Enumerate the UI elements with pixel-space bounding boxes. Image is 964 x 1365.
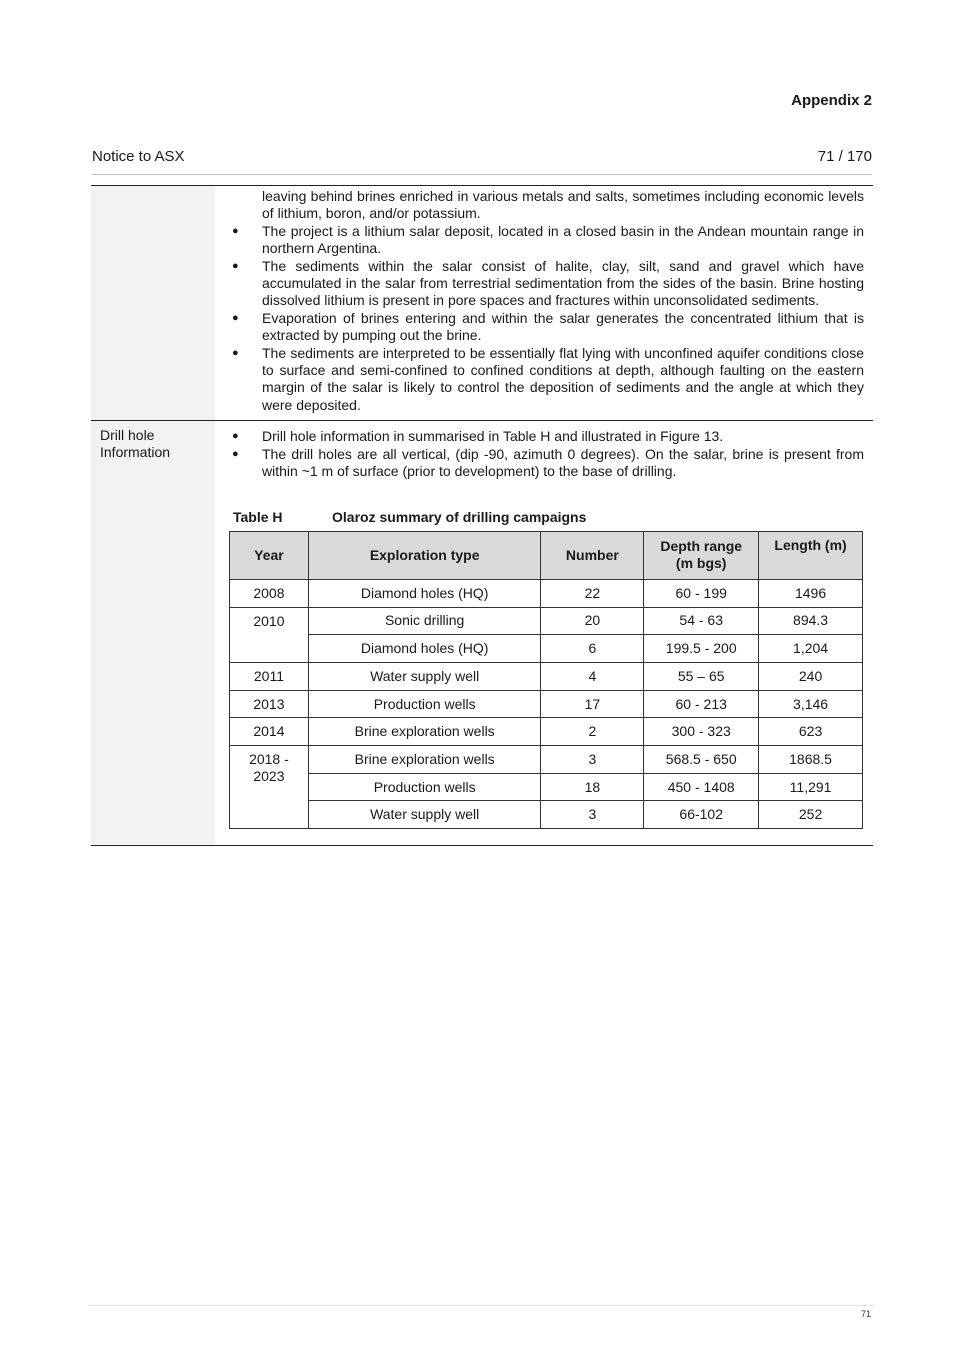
- bullet-item: ● The drill holes are all vertical, (dip -90, azimuth 0 degrees). On the salar, brine is present from within ~1 m of surface (prior to development) to the base of drilling.: [232, 445, 864, 480]
- table-row: 2010 Sonic drilling 20 54 - 63 894.3: [230, 607, 863, 635]
- bullet-item: ● Evaporation of brines entering and within the salar generates the concentrated lithium that is extracted by pumping out the brine.: [232, 309, 864, 344]
- content-table: [91, 185, 873, 846]
- geology-section: [91, 186, 873, 420]
- drill-hole-text: [215, 421, 873, 845]
- col-number: Number: [541, 531, 644, 579]
- footer-page-number: 71: [860, 1309, 871, 1319]
- drilling-table: [229, 531, 863, 829]
- table-title: Olaroz summary of drilling campaigns: [332, 508, 587, 525]
- appendix-label: Appendix 2: [791, 92, 872, 109]
- footer-divider: [88, 1305, 874, 1306]
- bullet-item: ● The project is a lithium salar deposit, located in a closed basin in the Andean mountain range in northern Argentina.: [232, 222, 864, 257]
- table-row: 2013 Production wells 17 60 - 213 3,146: [230, 690, 863, 718]
- drill-hole-section: [91, 420, 873, 845]
- document-title: Notice to ASX: [92, 148, 185, 165]
- bullet-item: ● The sediments within the salar consist of halite, clay, silt, sand and gravel which have accumulated in the salar from terrestrial sedimentation from the sides of the basin. Brine hosting dissolved lithium is present in pore spaces and fractures within unconsolidated sediments.: [232, 257, 864, 309]
- section-label: Drill hole Information: [91, 421, 215, 845]
- table-row: Diamond holes (HQ) 6 199.5 - 200 1,204: [230, 635, 863, 663]
- table-row: Production wells 18 450 - 1408 11,291: [230, 773, 863, 801]
- col-exploration-type: Exploration type: [308, 531, 541, 579]
- bullet-item: ● The sediments are interpreted to be essentially flat lying with unconfined aquifer conditions close to surface and semi-confined to confined conditions at depth, although faulting on the eastern margin of the salar is likely to control the deposition of sediments and the angle at which they were deposited.: [232, 344, 864, 413]
- col-year: Year: [230, 531, 309, 579]
- page-counter: 71 / 170: [817, 148, 872, 165]
- table-row: 2018 - 2023 Brine exploration wells 3 568.5 - 650 1868.5: [230, 746, 863, 774]
- table-row: 2014 Brine exploration wells 2 300 - 323 623: [230, 718, 863, 746]
- table-row: 2011 Water supply well 4 55 – 65 240: [230, 662, 863, 690]
- header-divider: [92, 174, 872, 175]
- table-header-row: [230, 531, 863, 579]
- col-depth-range: Depth range (m bgs): [644, 531, 759, 579]
- continuation-paragraph: leaving behind brines enriched in various metals and salts, sometimes including economic levels of lithium, boron, and/or potassium.: [262, 188, 864, 222]
- geology-bullets: [229, 223, 864, 414]
- table-row: 2008 Diamond holes (HQ) 22 60 - 199 1496: [230, 579, 863, 607]
- geology-text: [215, 186, 873, 420]
- table-id: Table H: [233, 508, 283, 525]
- page-header: [92, 148, 872, 165]
- table-caption: [229, 509, 864, 526]
- col-length: Length (m): [759, 531, 863, 579]
- drill-hole-bullets: [229, 428, 864, 480]
- bullet-item: ● Drill hole information in summarised in Table H and illustrated in Figure 13.: [232, 428, 724, 445]
- section-label-empty: [91, 186, 215, 420]
- table-row: Water supply well 3 66-102 252: [230, 801, 863, 829]
